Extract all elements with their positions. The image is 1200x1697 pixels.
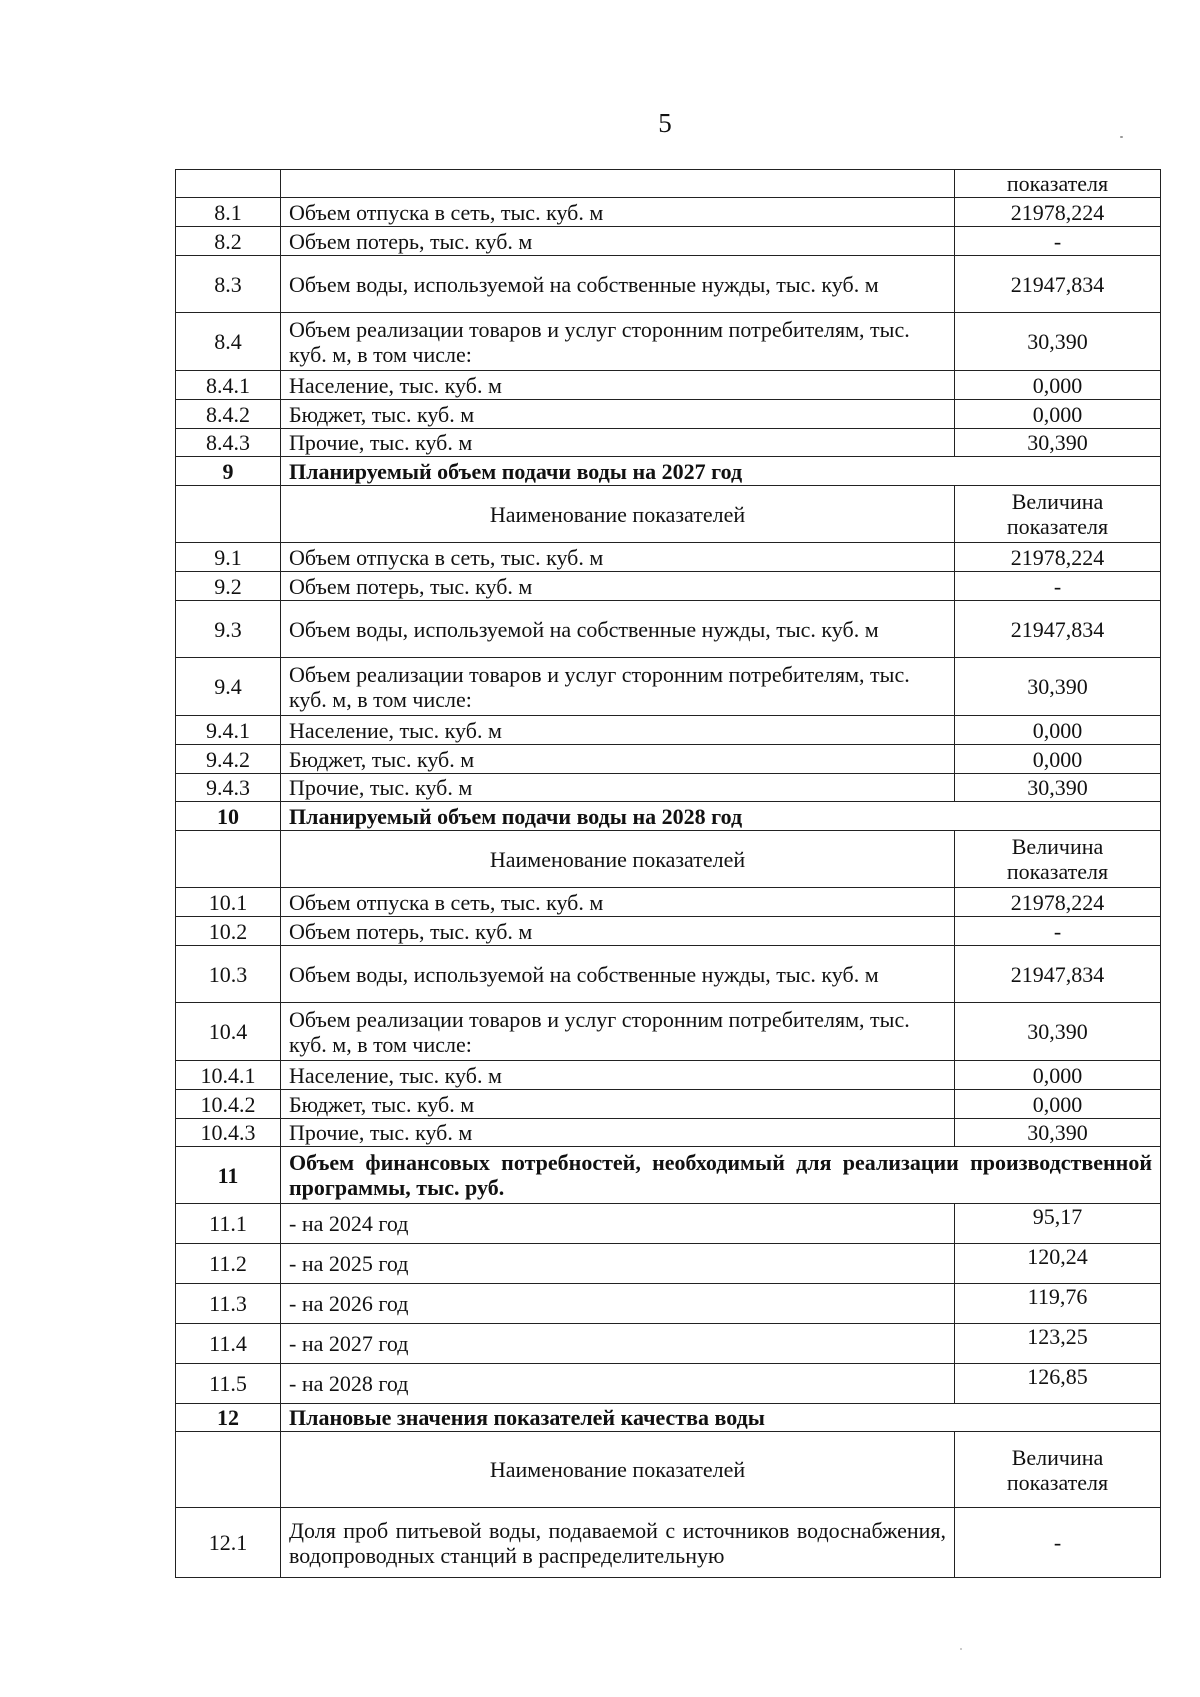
indicator-value: 126,85	[955, 1364, 1161, 1404]
indicator-name: Объем воды, используемой на собственные нужды, тыс. куб. м	[281, 601, 955, 658]
indicator-value: 21947,834	[955, 946, 1161, 1003]
table-row	[176, 572, 1161, 601]
row-number: 11.3	[176, 1284, 281, 1324]
indicator-value: 0,000	[955, 371, 1161, 400]
indicator-value: 21947,834	[955, 601, 1161, 658]
table-row	[176, 716, 1161, 745]
table-row	[176, 1119, 1161, 1147]
column-header-name: Наименование показателей	[281, 831, 955, 888]
column-header-name: Наименование показателей	[281, 486, 955, 543]
indicator-value: 30,390	[955, 429, 1161, 457]
table-row	[176, 1204, 1161, 1244]
indicator-value: 0,000	[955, 716, 1161, 745]
table-row	[176, 888, 1161, 917]
indicator-name: Объем реализации товаров и услуг сторонним потребителям, тыс. куб. м, в том числе:	[281, 1003, 955, 1061]
section-row	[176, 457, 1161, 486]
indicator-name: Прочие, тыс. куб. м	[281, 774, 955, 802]
water-supply-indicators-table	[175, 169, 1161, 1578]
table-row	[176, 946, 1161, 1003]
indicator-name: Объем реализации товаров и услуг сторонним потребителям, тыс. куб. м, в том числе:	[281, 313, 955, 371]
indicator-name: - на 2024 год	[281, 1204, 955, 1244]
row-number: 10	[176, 802, 281, 831]
indicator-value: показателя	[955, 170, 1161, 198]
section-title: Объем финансовых потребностей, необходимый для реализации производственной программы, тыс. руб.	[281, 1147, 1161, 1204]
indicator-name: Объем отпуска в сеть, тыс. куб. м	[281, 543, 955, 572]
indicator-value: 123,25	[955, 1324, 1161, 1364]
row-number: 10.4.3	[176, 1119, 281, 1147]
row-number: 9.4.2	[176, 745, 281, 774]
indicator-name: Объем отпуска в сеть, тыс. куб. м	[281, 198, 955, 227]
table-row	[176, 1284, 1161, 1324]
row-number: 10.1	[176, 888, 281, 917]
row-number: 11.4	[176, 1324, 281, 1364]
section-title: Плановые значения показателей качества воды	[281, 1404, 1161, 1432]
section-row	[176, 802, 1161, 831]
indicator-value: 21978,224	[955, 543, 1161, 572]
indicator-value: 0,000	[955, 1061, 1161, 1090]
row-number: 11.5	[176, 1364, 281, 1404]
table-row	[176, 198, 1161, 227]
indicator-name: Бюджет, тыс. куб. м	[281, 745, 955, 774]
row-number: 8.1	[176, 198, 281, 227]
row-number: 9.4	[176, 658, 281, 716]
column-header-value: Величина показателя	[955, 486, 1161, 543]
scan-speck	[1120, 136, 1123, 138]
row-number: 8.4	[176, 313, 281, 371]
row-number: 10.4.1	[176, 1061, 281, 1090]
indicator-value: -	[955, 1508, 1161, 1578]
column-header-value: Величина показателя	[955, 1432, 1161, 1508]
page-number: 5	[658, 108, 672, 138]
table-row	[176, 371, 1161, 400]
indicator-value: -	[955, 572, 1161, 601]
row-number: 11.1	[176, 1204, 281, 1244]
indicator-name: Объем потерь, тыс. куб. м	[281, 917, 955, 946]
row-number: 9.3	[176, 601, 281, 658]
section-title: Планируемый объем подачи воды на 2027 год	[281, 457, 1161, 486]
column-header-name: Наименование показателей	[281, 1432, 955, 1508]
row-number: 11	[176, 1147, 281, 1204]
indicator-name: - на 2027 год	[281, 1324, 955, 1364]
indicator-value: 21978,224	[955, 198, 1161, 227]
table-row	[176, 227, 1161, 256]
section-row	[176, 1404, 1161, 1432]
table-row	[176, 400, 1161, 429]
row-number: 11.2	[176, 1244, 281, 1284]
row-number: 8.3	[176, 256, 281, 313]
indicator-name: Население, тыс. куб. м	[281, 716, 955, 745]
table-body	[176, 170, 1161, 1578]
indicator-value: 0,000	[955, 400, 1161, 429]
row-number: 8.4.1	[176, 371, 281, 400]
indicator-name: Объем потерь, тыс. куб. м	[281, 227, 955, 256]
row-number: 9	[176, 457, 281, 486]
indicator-value: 120,24	[955, 1244, 1161, 1284]
indicator-value: 95,17	[955, 1204, 1161, 1244]
indicator-value: 119,76	[955, 1284, 1161, 1324]
indicator-value: -	[955, 917, 1161, 946]
row-number	[176, 831, 281, 888]
row-number: 8.4.2	[176, 400, 281, 429]
indicator-value: 21947,834	[955, 256, 1161, 313]
table-row	[176, 429, 1161, 457]
table-row	[176, 1090, 1161, 1119]
indicator-name: - на 2026 год	[281, 1284, 955, 1324]
table-row	[176, 745, 1161, 774]
row-number: 9.4.3	[176, 774, 281, 802]
table-row	[176, 256, 1161, 313]
row-number: 10.3	[176, 946, 281, 1003]
indicator-name: Объем отпуска в сеть, тыс. куб. м	[281, 888, 955, 917]
section-title: Планируемый объем подачи воды на 2028 год	[281, 802, 1161, 831]
row-number	[176, 170, 281, 198]
indicator-value: 30,390	[955, 313, 1161, 371]
table-row	[176, 1508, 1161, 1578]
table-header-row	[176, 831, 1161, 888]
row-number: 9.2	[176, 572, 281, 601]
table-row	[176, 601, 1161, 658]
indicator-name: - на 2025 год	[281, 1244, 955, 1284]
indicator-value: 0,000	[955, 745, 1161, 774]
column-header-value: Величина показателя	[955, 831, 1161, 888]
table-header-row	[176, 486, 1161, 543]
table-header-row	[176, 1432, 1161, 1508]
indicator-value: 0,000	[955, 1090, 1161, 1119]
indicator-name: Население, тыс. куб. м	[281, 371, 955, 400]
table-row	[176, 658, 1161, 716]
table-row	[176, 313, 1161, 371]
indicator-name: Объем воды, используемой на собственные нужды, тыс. куб. м	[281, 946, 955, 1003]
indicator-name: Прочие, тыс. куб. м	[281, 1119, 955, 1147]
indicator-value: 21978,224	[955, 888, 1161, 917]
table-row	[176, 1003, 1161, 1061]
row-number: 10.2	[176, 917, 281, 946]
indicator-value: 30,390	[955, 658, 1161, 716]
indicator-value: 30,390	[955, 1003, 1161, 1061]
row-number: 12	[176, 1404, 281, 1432]
row-number: 12.1	[176, 1508, 281, 1578]
indicator-name: Объем потерь, тыс. куб. м	[281, 572, 955, 601]
table-row	[176, 170, 1161, 198]
indicator-value: 30,390	[955, 1119, 1161, 1147]
indicator-name: Доля проб питьевой воды, подаваемой с источников водоснабжения, водопроводных станций в распределительную	[281, 1508, 955, 1578]
scan-speck	[960, 1648, 962, 1650]
indicator-name: - на 2028 год	[281, 1364, 955, 1404]
indicator-name: Бюджет, тыс. куб. м	[281, 400, 955, 429]
row-number	[176, 486, 281, 543]
table-row	[176, 543, 1161, 572]
indicator-name: Население, тыс. куб. м	[281, 1061, 955, 1090]
indicator-name: Объем реализации товаров и услуг сторонним потребителям, тыс. куб. м, в том числе:	[281, 658, 955, 716]
indicator-value: 30,390	[955, 774, 1161, 802]
indicator-name: Бюджет, тыс. куб. м	[281, 1090, 955, 1119]
row-number: 9.4.1	[176, 716, 281, 745]
indicator-name: Прочие, тыс. куб. м	[281, 429, 955, 457]
row-number: 8.4.3	[176, 429, 281, 457]
indicator-name: Объем воды, используемой на собственные нужды, тыс. куб. м	[281, 256, 955, 313]
table-row	[176, 1061, 1161, 1090]
table-row	[176, 917, 1161, 946]
table-row	[176, 1324, 1161, 1364]
row-number: 10.4.2	[176, 1090, 281, 1119]
row-number	[176, 1432, 281, 1508]
table-row	[176, 1244, 1161, 1284]
section-row	[176, 1147, 1161, 1204]
row-number: 9.1	[176, 543, 281, 572]
table-row	[176, 1364, 1161, 1404]
indicator-value: -	[955, 227, 1161, 256]
indicator-name	[281, 170, 955, 198]
row-number: 10.4	[176, 1003, 281, 1061]
table-row	[176, 774, 1161, 802]
row-number: 8.2	[176, 227, 281, 256]
